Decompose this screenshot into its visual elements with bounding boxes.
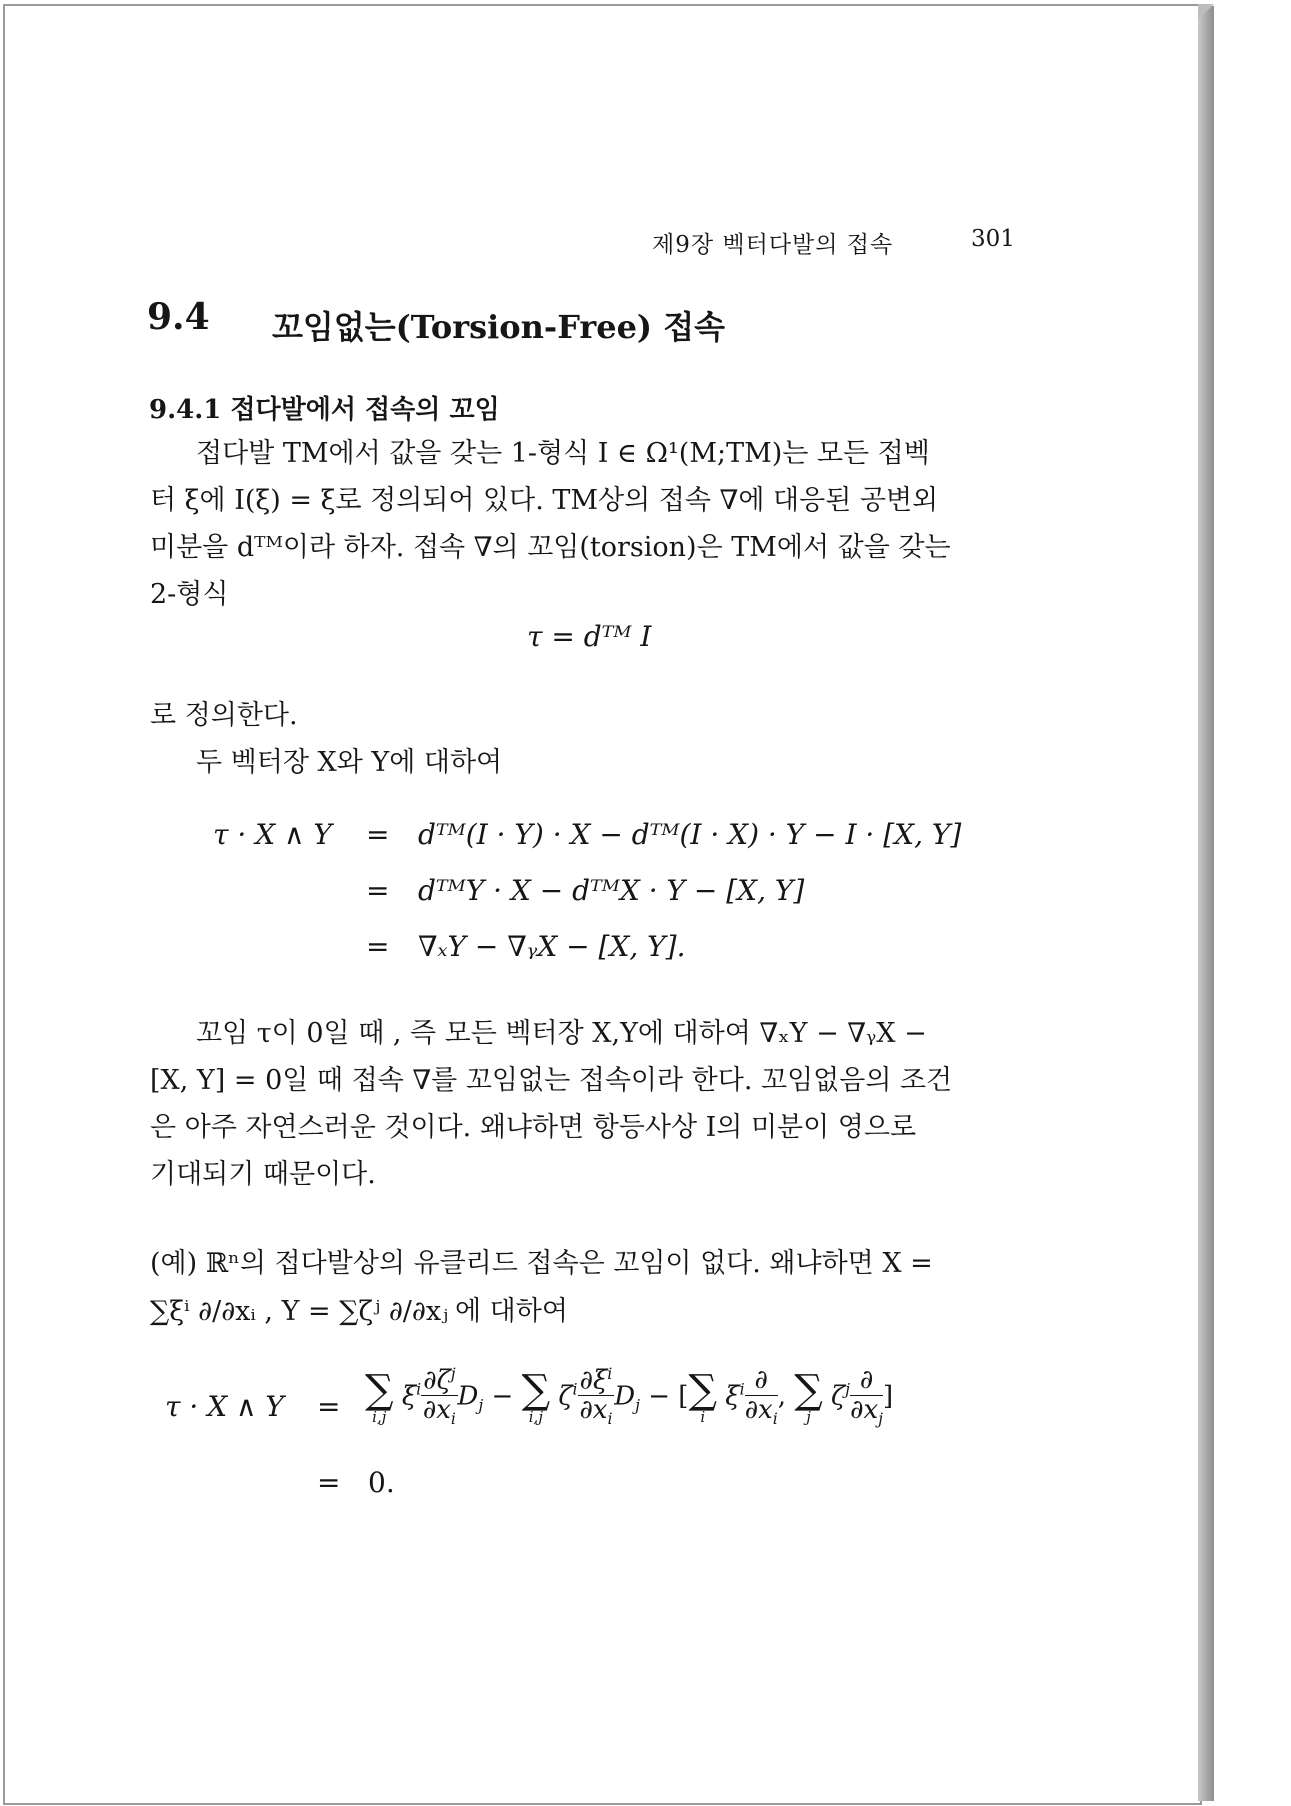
eq2-equals-1: = bbox=[366, 818, 390, 851]
page-number: 301 bbox=[971, 226, 1015, 252]
frac-d-dxj: $\frac{\partial}{\partial x_j}$ bbox=[850, 1365, 883, 1429]
sum-ij-2: ∑ i,j bbox=[521, 1366, 551, 1426]
para2-line2: 두 벡터장 X와 Y에 대하여 bbox=[196, 747, 503, 778]
sum-ij-1: ∑ i,j bbox=[365, 1366, 394, 1426]
para2-line1: 로 정의한다. bbox=[150, 700, 298, 731]
section-title: 꼬임없는(Torsion-Free) 접속 bbox=[272, 308, 726, 346]
example-line2-math: ∑ξⁱ ∂/∂xᵢ , Y = ∑ζʲ ∂/∂xⱼ bbox=[150, 1296, 449, 1327]
para3-line2: [X, Y] = 0일 때 접속 ∇를 꼬임없는 접속이라 한다. 꼬임없음의 조건 bbox=[150, 1065, 953, 1096]
para1-line2: 터 ξ에 I(ξ) = ξ로 정의되어 있다. TM상의 접속 ∇에 대응된 공변외 bbox=[150, 485, 939, 516]
frac-dzeta-dx: $\frac{\partial\zeta^j}{\partial x_i}$ bbox=[422, 1365, 456, 1429]
para3-line1: 꼬임 τ이 0일 때 , 즉 모든 벡터장 X,Y에 대하여 ∇ₓY − ∇ᵧX − bbox=[196, 1018, 927, 1049]
running-header-chapter: 제9장 벡터다발의 접속 bbox=[652, 232, 894, 258]
eq3-rhs: ∑ i,j $\xi^i$ $\frac{\partial\zeta^j}{\partial x_i}$ $D_j$ − ∑ i,j $\zeta^i$ $\frac{\partial\xi^i}{\partial x_i}$ $D_j$ − [ ∑ i $\xi^i$ $\frac{\partial}{\partial x_i}$ , ∑ j $\zeta^j$ $\frac{\partial}{\partial x_j}$ ] bbox=[365, 1365, 894, 1429]
para1-line3: 미분을 dᵀᴹ이라 하자. 접속 ∇의 꼬임(torsion)은 TM에서 값을 갖는 bbox=[150, 532, 951, 563]
sum-j: ∑ j bbox=[794, 1366, 823, 1426]
para1-line4: 2-형식 bbox=[150, 579, 229, 610]
frac-dxi-dx: $\frac{\partial\xi^i}{\partial x_i}$ bbox=[579, 1365, 613, 1429]
eq2-row3: ∇ₓY − ∇ᵧX − [X, Y]. bbox=[418, 930, 686, 963]
eq3-final: 0. bbox=[368, 1466, 395, 1499]
eq3-equals-1: = bbox=[317, 1390, 341, 1423]
para1-line1: 접다발 TM에서 값을 갖는 1-형식 I ∈ Ω¹(M;TM)는 모든 접벡 bbox=[196, 438, 930, 469]
eq3-equals-2: = bbox=[317, 1466, 341, 1499]
eq3-lhs: τ · X ∧ Y bbox=[165, 1390, 284, 1423]
section-number: 9.4 bbox=[147, 296, 210, 338]
frac-d-dxi: $\frac{\partial}{\partial x_i}$ bbox=[744, 1365, 778, 1429]
eq2-lhs: τ · X ∧ Y bbox=[213, 818, 332, 851]
page-corner bbox=[1198, 4, 1214, 20]
sum-i: ∑ i bbox=[688, 1366, 717, 1426]
equation-torsion-def: τ = dᵀᴹ I bbox=[527, 620, 652, 653]
para3-line4: 기대되기 때문이다. bbox=[150, 1159, 376, 1190]
eq2-equals-3: = bbox=[366, 930, 390, 963]
eq2-equals-2: = bbox=[366, 874, 390, 907]
example-line2-text: 에 대하여 bbox=[455, 1296, 568, 1327]
eq2-row1: dᵀᴹ(I · Y) · X − dᵀᴹ(I · X) · Y − I · [X, Y] bbox=[418, 818, 962, 851]
para3-line3: 은 아주 자연스러운 것이다. 왜냐하면 항등사상 I의 미분이 영으로 bbox=[150, 1112, 917, 1143]
eq2-row2: dᵀᴹY · X − dᵀᴹX · Y − [X, Y] bbox=[418, 874, 805, 907]
page-spine-shadow bbox=[1198, 6, 1214, 1801]
subsection-title: 9.4.1 접다발에서 접속의 꼬임 bbox=[149, 395, 500, 425]
example-line1: (예) ℝⁿ의 접다발상의 유클리드 접속은 꼬임이 없다. 왜냐하면 X = bbox=[150, 1248, 933, 1279]
